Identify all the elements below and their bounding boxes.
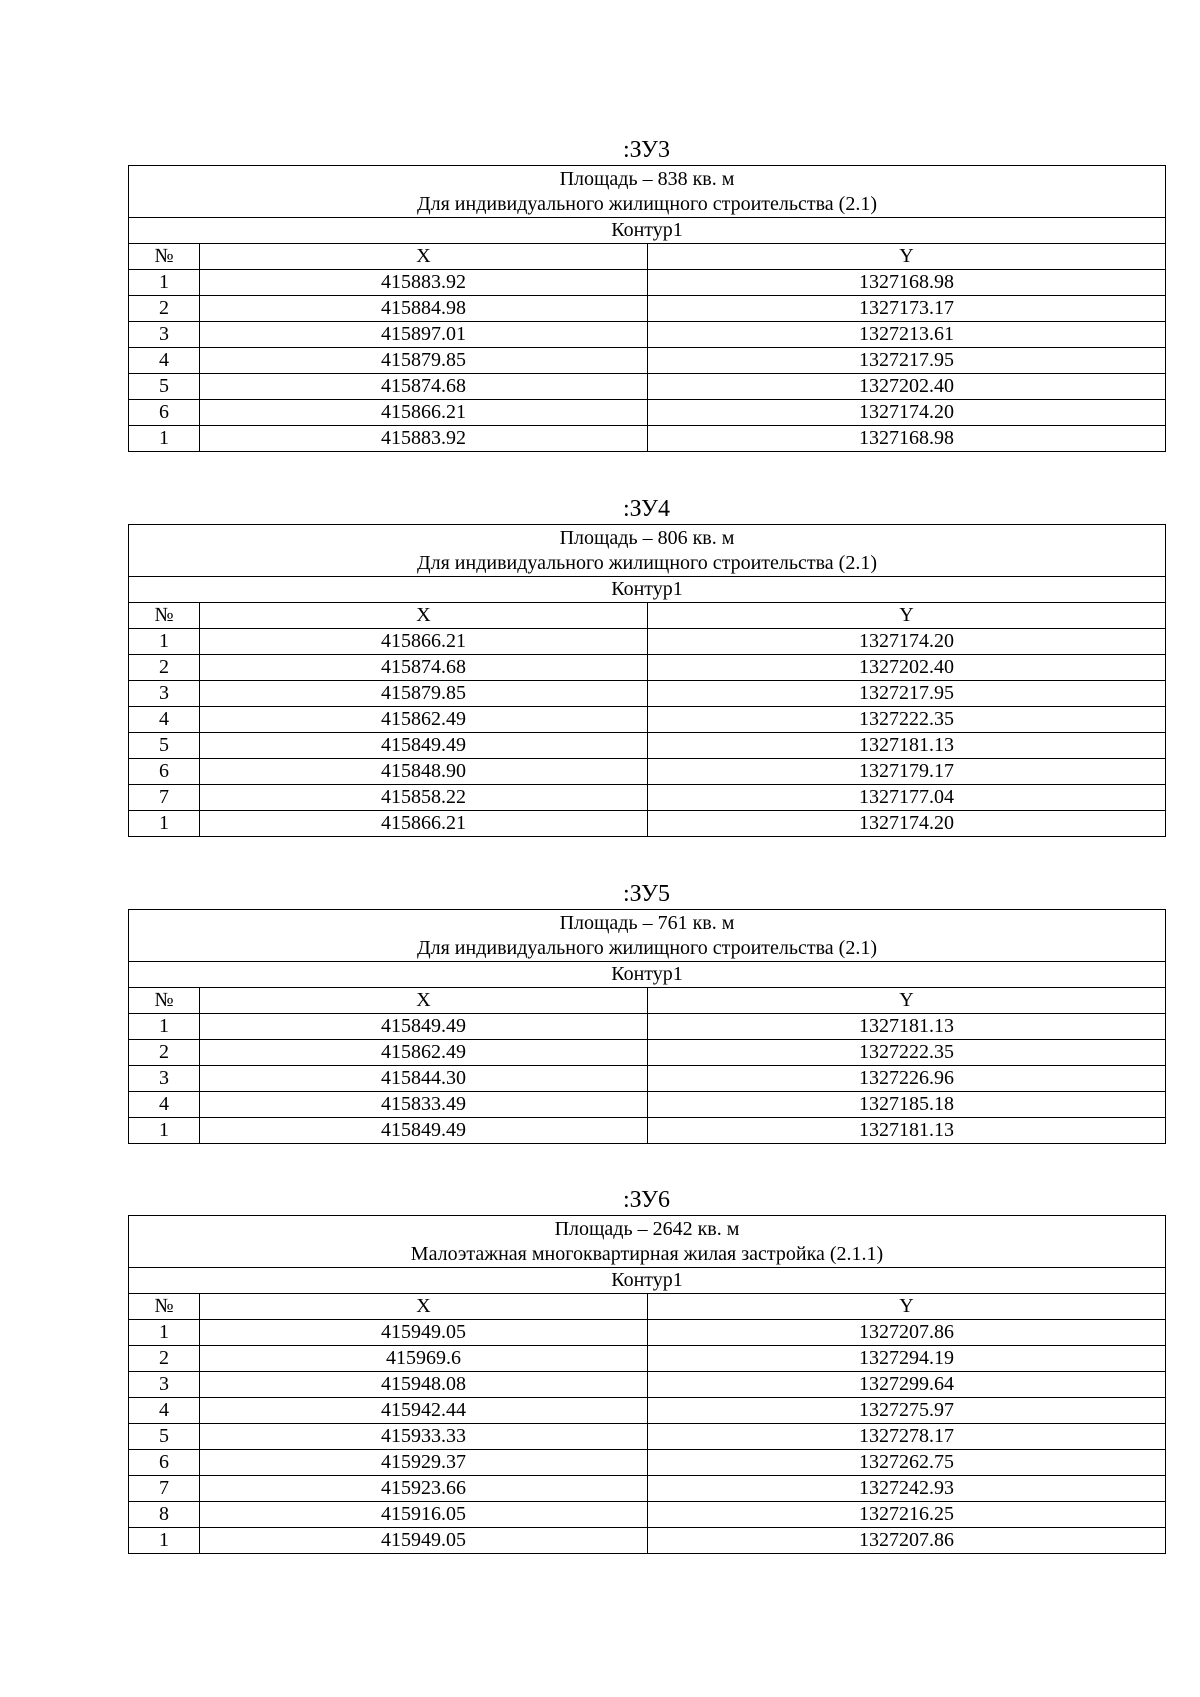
parcel-title: :ЗУ5 — [622, 881, 671, 907]
info-cell — [129, 910, 1166, 962]
point-number: 1 — [129, 1320, 200, 1346]
y-coordinate: 1327202.40 — [648, 374, 1166, 400]
x-coordinate: 415866.21 — [200, 811, 648, 837]
coordinates-table — [128, 1215, 1166, 1554]
point-number: 5 — [129, 374, 200, 400]
table-row — [129, 1450, 1166, 1476]
x-coordinate: 415884.98 — [200, 296, 648, 322]
area-text: Площадь – 761 кв. м — [559, 911, 735, 934]
y-coordinate: 1327185.18 — [648, 1092, 1166, 1118]
table-row — [129, 759, 1166, 785]
x-coordinate: 415849.49 — [200, 1014, 648, 1040]
y-coordinate: 1327299.64 — [648, 1372, 1166, 1398]
point-number: 4 — [129, 1398, 200, 1424]
parcel-section — [128, 879, 1165, 1144]
y-coordinate: 1327207.86 — [648, 1528, 1166, 1554]
x-coordinate: 415879.85 — [200, 681, 648, 707]
parcel-section — [128, 494, 1165, 837]
y-coordinate: 1327202.40 — [648, 655, 1166, 681]
x-coordinate: 415923.66 — [200, 1476, 648, 1502]
y-coordinate: 1327168.98 — [648, 270, 1166, 296]
info-cell — [129, 166, 1166, 218]
point-number: 1 — [129, 1528, 200, 1554]
header-y: Y — [648, 1294, 1166, 1320]
x-coordinate: 415916.05 — [200, 1502, 648, 1528]
y-coordinate: 1327174.20 — [648, 811, 1166, 837]
table-row — [129, 1502, 1166, 1528]
parcel-section — [128, 1185, 1165, 1554]
x-coordinate: 415862.49 — [200, 1040, 648, 1066]
point-number: 8 — [129, 1502, 200, 1528]
coordinates-table — [128, 524, 1166, 837]
point-number: 1 — [129, 811, 200, 837]
point-number: 1 — [129, 426, 200, 452]
table-row — [129, 1528, 1166, 1554]
x-coordinate: 415883.92 — [200, 426, 648, 452]
area-text: Площадь – 2642 кв. м — [554, 1217, 740, 1240]
info-row — [129, 1216, 1166, 1268]
header-x: X — [200, 988, 648, 1014]
header-row — [129, 603, 1166, 629]
area-text: Площадь – 838 кв. м — [559, 167, 735, 190]
land-use-text: Для индивидуального жилищного строительства (2.1) — [416, 551, 878, 574]
y-coordinate: 1327217.95 — [648, 681, 1166, 707]
contour-row — [129, 218, 1166, 244]
table-row — [129, 296, 1166, 322]
land-use-text: Для индивидуального жилищного строительства (2.1) — [416, 192, 878, 215]
point-number: 7 — [129, 785, 200, 811]
y-coordinate: 1327262.75 — [648, 1450, 1166, 1476]
table-row — [129, 348, 1166, 374]
y-coordinate: 1327168.98 — [648, 426, 1166, 452]
point-number: 2 — [129, 1040, 200, 1066]
y-coordinate: 1327174.20 — [648, 629, 1166, 655]
header-row — [129, 1294, 1166, 1320]
header-number: № — [129, 244, 200, 270]
table-row — [129, 629, 1166, 655]
table-row — [129, 1040, 1166, 1066]
info-row — [129, 525, 1166, 577]
table-row — [129, 1066, 1166, 1092]
contour-row — [129, 1268, 1166, 1294]
x-coordinate: 415833.49 — [200, 1092, 648, 1118]
parcel-title: :ЗУ6 — [622, 1187, 671, 1213]
parcel-section — [128, 135, 1165, 452]
y-coordinate: 1327275.97 — [648, 1398, 1166, 1424]
contour-label: Контур1 — [129, 577, 1166, 603]
y-coordinate: 1327174.20 — [648, 400, 1166, 426]
parcel-title: :ЗУ4 — [622, 496, 671, 522]
x-coordinate: 415844.30 — [200, 1066, 648, 1092]
x-coordinate: 415949.05 — [200, 1320, 648, 1346]
x-coordinate: 415874.68 — [200, 374, 648, 400]
header-row — [129, 988, 1166, 1014]
point-number: 6 — [129, 759, 200, 785]
header-y: Y — [648, 244, 1166, 270]
x-coordinate: 415862.49 — [200, 707, 648, 733]
table-row — [129, 1014, 1166, 1040]
point-number: 5 — [129, 1424, 200, 1450]
x-coordinate: 415849.49 — [200, 733, 648, 759]
contour-row — [129, 962, 1166, 988]
land-use-text: Для индивидуального жилищного строительства (2.1) — [416, 936, 878, 959]
x-coordinate: 415866.21 — [200, 400, 648, 426]
y-coordinate: 1327278.17 — [648, 1424, 1166, 1450]
coordinates-table — [128, 165, 1166, 452]
x-coordinate: 415858.22 — [200, 785, 648, 811]
contour-label: Контур1 — [129, 218, 1166, 244]
table-row — [129, 1424, 1166, 1450]
y-coordinate: 1327181.13 — [648, 1118, 1166, 1144]
header-number: № — [129, 1294, 200, 1320]
table-row — [129, 785, 1166, 811]
coordinates-table — [128, 909, 1166, 1144]
table-row — [129, 400, 1166, 426]
table-row — [129, 1476, 1166, 1502]
table-row — [129, 1346, 1166, 1372]
point-number: 6 — [129, 400, 200, 426]
y-coordinate: 1327179.17 — [648, 759, 1166, 785]
header-x: X — [200, 1294, 648, 1320]
x-coordinate: 415883.92 — [200, 270, 648, 296]
info-cell — [129, 1216, 1166, 1268]
point-number: 4 — [129, 348, 200, 374]
x-coordinate: 415897.01 — [200, 322, 648, 348]
y-coordinate: 1327216.25 — [648, 1502, 1166, 1528]
table-row — [129, 733, 1166, 759]
header-row — [129, 244, 1166, 270]
table-row — [129, 1092, 1166, 1118]
table-row — [129, 426, 1166, 452]
info-row — [129, 910, 1166, 962]
header-y: Y — [648, 988, 1166, 1014]
table-row — [129, 681, 1166, 707]
point-number: 5 — [129, 733, 200, 759]
table-row — [129, 1320, 1166, 1346]
point-number: 3 — [129, 322, 200, 348]
header-number: № — [129, 988, 200, 1014]
point-number: 1 — [129, 1014, 200, 1040]
land-use-text: Малоэтажная многоквартирная жилая застройка (2.1.1) — [410, 1242, 884, 1265]
point-number: 4 — [129, 1092, 200, 1118]
point-number: 1 — [129, 1118, 200, 1144]
x-coordinate: 415969.6 — [200, 1346, 648, 1372]
point-number: 4 — [129, 707, 200, 733]
point-number: 3 — [129, 1372, 200, 1398]
point-number: 3 — [129, 681, 200, 707]
x-coordinate: 415879.85 — [200, 348, 648, 374]
y-coordinate: 1327207.86 — [648, 1320, 1166, 1346]
y-coordinate: 1327181.13 — [648, 733, 1166, 759]
y-coordinate: 1327213.61 — [648, 322, 1166, 348]
point-number: 2 — [129, 655, 200, 681]
x-coordinate: 415942.44 — [200, 1398, 648, 1424]
table-row — [129, 1118, 1166, 1144]
contour-label: Контур1 — [129, 1268, 1166, 1294]
point-number: 6 — [129, 1450, 200, 1476]
point-number: 3 — [129, 1066, 200, 1092]
point-number: 7 — [129, 1476, 200, 1502]
table-row — [129, 811, 1166, 837]
info-cell — [129, 525, 1166, 577]
y-coordinate: 1327181.13 — [648, 1014, 1166, 1040]
y-coordinate: 1327217.95 — [648, 348, 1166, 374]
point-number: 2 — [129, 296, 200, 322]
table-row — [129, 322, 1166, 348]
y-coordinate: 1327177.04 — [648, 785, 1166, 811]
parcel-title: :ЗУ3 — [622, 137, 671, 163]
table-row — [129, 1372, 1166, 1398]
table-row — [129, 655, 1166, 681]
contour-label: Контур1 — [129, 962, 1166, 988]
area-text: Площадь – 806 кв. м — [559, 526, 735, 549]
x-coordinate: 415848.90 — [200, 759, 648, 785]
table-row — [129, 374, 1166, 400]
info-row — [129, 166, 1166, 218]
header-number: № — [129, 603, 200, 629]
header-x: X — [200, 244, 648, 270]
x-coordinate: 415929.37 — [200, 1450, 648, 1476]
point-number: 1 — [129, 270, 200, 296]
y-coordinate: 1327222.35 — [648, 707, 1166, 733]
x-coordinate: 415866.21 — [200, 629, 648, 655]
y-coordinate: 1327294.19 — [648, 1346, 1166, 1372]
y-coordinate: 1327242.93 — [648, 1476, 1166, 1502]
contour-row — [129, 577, 1166, 603]
point-number: 2 — [129, 1346, 200, 1372]
table-row — [129, 707, 1166, 733]
y-coordinate: 1327226.96 — [648, 1066, 1166, 1092]
table-row — [129, 1398, 1166, 1424]
x-coordinate: 415933.33 — [200, 1424, 648, 1450]
x-coordinate: 415948.08 — [200, 1372, 648, 1398]
y-coordinate: 1327173.17 — [648, 296, 1166, 322]
y-coordinate: 1327222.35 — [648, 1040, 1166, 1066]
header-x: X — [200, 603, 648, 629]
x-coordinate: 415874.68 — [200, 655, 648, 681]
x-coordinate: 415949.05 — [200, 1528, 648, 1554]
header-y: Y — [648, 603, 1166, 629]
point-number: 1 — [129, 629, 200, 655]
table-row — [129, 270, 1166, 296]
x-coordinate: 415849.49 — [200, 1118, 648, 1144]
